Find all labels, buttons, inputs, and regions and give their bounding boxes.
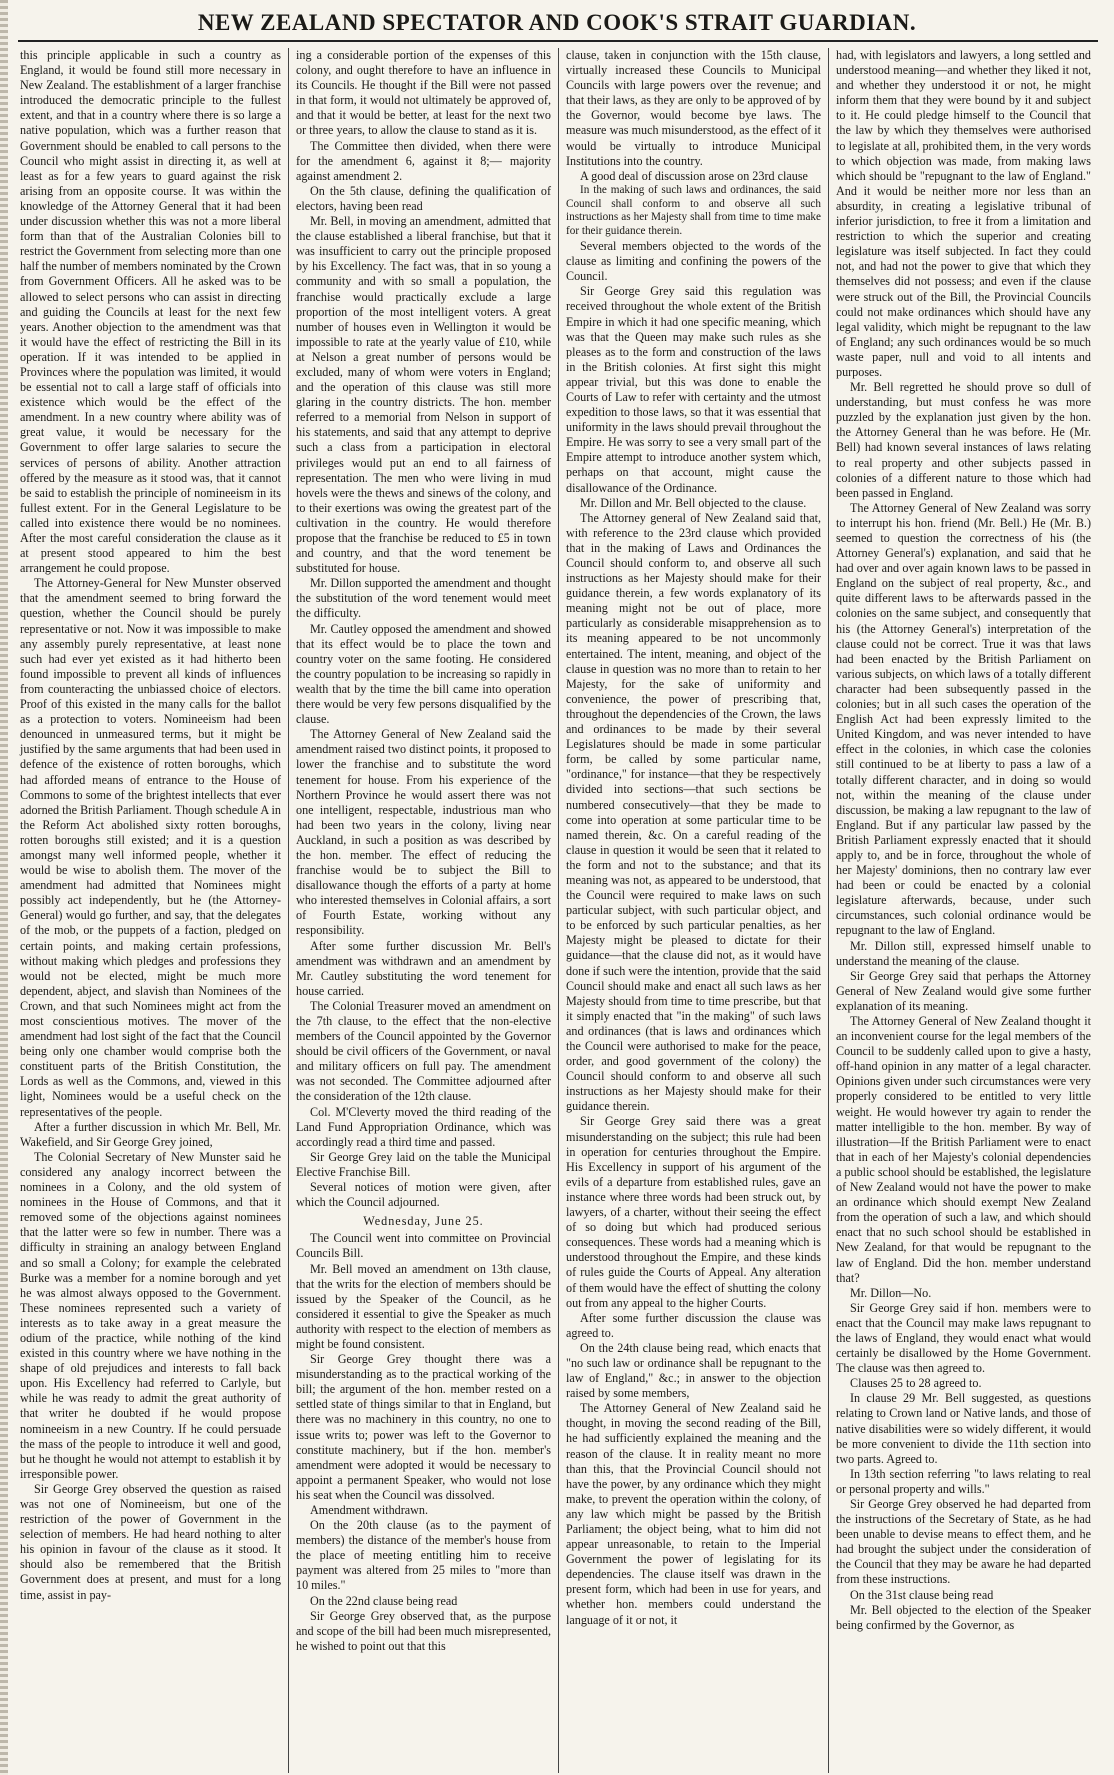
paragraph: The Colonial Secretary of New Munster said he considered any analogy incorrect between the nominees in a Colony, and the old system of nominees in the House of Commons, and that it removed some of the objections against nominees that the latter were so few in number. There was a difficulty in straining an analogy between England and so small a Colony; for example the celebrated Burke was a member for a nomine borough and yet he was almost always opposed to the Government. These nominees represented such a variety of interests as to take away in a great measure the odium of the practice, while nothing of the kind existed in this country where we have nothing in the shape of old prejudices and interests to fall back upon. His Excellency had referred to Carlyle, but while he was ready to admit the great authority of that writer he doubted if he would propose nomineeism in a new Country. If he could persuade the mass of the people to introduce it well and good, but he thought he would not attempt to establish it by irresponsible power.	[20, 1149, 281, 1481]
paragraph: On the 24th clause being read, which enacts that "no such law or ordinance shall be repugnant to the law of England," &c.; in answer to the objection raised by some members,	[566, 1340, 821, 1401]
paragraph: had, with legislators and lawyers, a long settled and understood meaning—and whether they liked it not, and whether they understood it or not, he might inform them that they were bound by it and subject to it. He could pledge himself to the Council that the law by which they themselves were authorised to legislate at all, prohibited them, in the very words to which objection was made, from making laws which should be "repugnant to the law of England." And it would be neither more nor less than an absurdity, in creating a legislative tribunal of inferior jurisdiction, to free it from a limitation and restriction to which the superior and creating legislature was itself subjected. In fact they could not, and had not the power to give that which they themselves did not possess; and even if the clause were struck out of the Bill, the Provincial Councils could not make ordinances which should have any legal validity, which might be repugnant to the law of England; any such ordinances would be so much waste paper, null and void to all intents and purposes.	[836, 48, 1091, 379]
column-2	[288, 48, 558, 1773]
article-columns	[18, 48, 1098, 1773]
paragraph: On the 20th clause (as to the payment of members) the distance of the member's house from the place of meeting entitling him to receive payment was altered from 25 miles to "more than 10 miles."	[296, 1518, 551, 1593]
paragraph: In clause 29 Mr. Bell suggested, as questions relating to Crown land or Native lands, and those of native disabilities were so widely different, it would be more convenient to divide the 11th section into two parts. Agreed to.	[836, 1391, 1091, 1466]
paragraph: In the making of such laws and ordinances, the said Council shall conform to and observe all such instructions as her Majesty shall from time to time make for their guidance therein.	[566, 183, 821, 238]
paragraph: Mr. Bell objected to the election of the Speaker being confirmed by the Governor, as	[836, 1602, 1091, 1632]
paragraph: The Attorney General of New Zealand was sorry to interrupt his hon. friend (Mr. Bell.) He (Mr. B.) seemed to question the correctness of his (the Attorney General's) explanation, and said that he had over and over again known laws to be passed in England on the subject of real property, &c., and quite different laws to be afterwards passed in the colonies on the same subject, and consequently that his (the Attorney General's) interpretation of the clause could not be correct. True it was that laws had been enacted by the British Parliament on various subjects, on which laws of a totally different character had been subsequently passed in the colonies; but in all such cases the operation of the English Act had been expressly limited to the United Kingdom, and was never intended to have effect in the colonies, in which case the colonies still continued to be at liberty to pass a law of a totally different character, and in doing so would not, within the meaning of the clause under discussion, be making a law repugnant to the law of England. But if any particular law passed by the British Parliament expressly enacted that it should apply to, and be in force, throughout the whole of her Majesty' dominions, then no contrary law ever had been or could be enacted by a colonial legislature afterwards, because, under such circumstances, such colonial ordinance would be repugnant to the law of England.	[836, 500, 1091, 938]
binding-edge	[0, 0, 8, 1775]
paragraph: Mr. Bell, in moving an amendment, admitted that the clause established a liberal franchise, but that it was insufficient to carry out the principle proposed by his Excellency. The fact was, that in so young a community and with so small a population, the franchise would practically exclude a large proportion of the most intelligent voters. A great number of houses even in Wellington it would be impossible to rate at the yearly value of £10, while at Nelson a great number of persons would be excluded, many of whom were voters in England; and the operation of this clause was still more glaring in the country districts. The hon. member referred to a memorial from Nelson in support of his statements, and said that any attempt to deprive such a class from a participation in electoral privileges would put an end to all fairness of representation. The men who were living in mud hovels were the thews and sinews of the colony, and to their exertions was owing the greatest part of the cultivation in the country. He would therefore propose that the franchise be reduced to £5 in town and country, and that the word tenement be substituted for house.	[296, 214, 551, 576]
paragraph: Mr. Dillon—No.	[850, 1285, 932, 1300]
paragraph: Mr. Bell regretted he should prove so dull of understanding, but must confess he was more puzzled by the explanation just given by the hon. the Attorney General than he was before. He (Mr. Bell) had known several instances of laws relating to real property and other subjects passed in colonies of a different nature to those which had been passed in England.	[836, 380, 1091, 500]
paragraph: The Attorney general of New Zealand said that, with reference to the 23rd clause which provided that in the making of Laws and Ordinances the Council should conform to, and observe all such instructions as her Majesty should make for their guidance therein, a few words explanatory of its meaning might not be out of place, more particularly as considerable misapprehension as to its meaning appeared to be not uncommonly entertained. The intent, meaning, and object of the clause in question was no more than to retain to her Majesty, for the sake of uniformity and convenience, the power of prescribing that, throughout the dependencies of the Crown, the laws and ordinances to be made by their several Legislatures should be made in some particular form, be called by some particular name, "ordinance," for instance—that they be respectively divided into sections—that such sections be numbered consecutively—that they be made to come into operation at some particular time to be named therein, &c. On a careful reading of the clause in question it would be seen that it related to the form and not to the substance; and that its meaning was not, as appeared to be understood, that the Council were required to make laws on such particular subject, with such particular object, and to be enforced by such particular penalties, as her Majesty might be pleased to dictate for their guidance—that the clause did not, as it would have done if such were the intention, provide that the said Council should make and enact all such laws as her Majesty should from time to time prescribe, but that it simply enacted that "in the making" of such laws and ordinances (that is laws and ordinances which the Council were authorised to make for the peace, order, and good government of the colony) the Council should conform to and observe all such instructions as her Majesty should make for their guidance therein.	[566, 510, 821, 1114]
paragraph: After some further discussion the clause was agreed to.	[566, 1310, 821, 1340]
paragraph: Several notices of motion were given, after which the Council adjourned.	[296, 1180, 551, 1210]
paragraph: Sir George Grey thought there was a misunderstanding as to the practical working of the bill; the argument of the hon. member rested on a settled state of things similar to that in England, but there was no machinery in this country, no one to issue writs to; power was left to the Governor to constitute machinery, but if the hon. member's amendment were adopted it would be necessary to appoint a permanent Speaker, who would not lose his seat when the Council was dissolved.	[296, 1352, 551, 1502]
column-3	[558, 48, 828, 1773]
paragraph: Col. M'Cleverty moved the third reading of the Land Fund Appropriation Ordinance, which was accordingly read a third time and passed.	[296, 1104, 551, 1149]
paragraph: The Committee then divided, when there were for the amendment 6, against it 8;— majority against amendment 2.	[296, 138, 551, 183]
paragraph: In 13th section referring "to laws relating to real or personal property and wills."	[836, 1466, 1091, 1496]
paragraph: Sir George Grey observed that, as the purpose and scope of the bill had been much misrepresented, he wished to point out that this	[296, 1608, 551, 1653]
paragraph: Sir George Grey laid on the table the Municipal Elective Franchise Bill.	[296, 1149, 551, 1179]
paragraph: The Council went into committee on Provincial Councils Bill.	[296, 1231, 551, 1261]
paragraph: On the 5th clause, defining the qualification of electors, having been read	[296, 183, 551, 213]
paragraph: Mr. Dillon supported the amendment and thought the substitution of the word tenement would meet the difficulty.	[296, 576, 551, 621]
paragraph: Sir George Grey said that perhaps the Attorney General of New Zealand would give some further explanation of its meaning.	[836, 968, 1091, 1013]
paragraph: After a further discussion in which Mr. Bell, Mr. Wakefield, and Sir George Grey joined,	[20, 1119, 281, 1149]
paragraph: Mr. Dillon still, expressed himself unable to understand the meaning of the clause.	[836, 938, 1091, 968]
paragraph: Mr. Bell moved an amendment on 13th clause, that the writs for the election of members should be issued by the Speaker of the Council, as he considered it essential to give the Speaker as much authority with respect to the election of members as might be found consistent.	[296, 1261, 551, 1351]
paragraph: The Attorney General of New Zealand said he thought, in moving the second reading of the Bill, he had sufficiently explained the meaning and the reason of the clause. It in reality meant no more than this, that the Provincial Council should not have the power, by any ordinance which they might make, to prevent the operation within the colony, of any law which might be passed by the British Parliament; the object being, what to him did not appear unreasonable, to retain to the Imperial Government the power of legislating for its dependencies. The clause itself was drawn in the present form, which had been in use for years, and whether hon. members could understand the language of it or not, it	[566, 1401, 821, 1627]
paragraph: Sir George Grey observed the question as raised was not one of Nomineeism, but one of the restriction of the power of Government in the selection of members. He had heard nothing to alter his opinion in favour of the clause as it stood. It should also be remembered that the British Government does at present, and must for a long time, assist in pay-	[20, 1481, 281, 1602]
paragraph: Several members objected to the words of the clause as limiting and confining the powers of the Council.	[566, 239, 821, 284]
column-4	[828, 48, 1098, 1773]
date-heading: Wednesday, June 25.	[363, 1214, 484, 1229]
paragraph: Mr. Dillon and Mr. Bell objected to the clause.	[580, 495, 807, 510]
paragraph: Sir George Grey said this regulation was received throughout the whole extent of the British Empire in which it had one specific meaning, which was that the Queen may make such rules as she pleases as to the form and construction of the laws in the British colonies. At first sight this might appear trivial, but this was done to enable the Courts of Law to refer with certainty and the utmost expedition to those laws, so that it was essential that uniformity in the laws should prevail throughout the Empire. He was sorry to see a very small part of the Empire attempt to introduce another system which, perhaps on that account, might cause the disallowance of the Ordinance.	[566, 284, 821, 495]
paragraph: this principle applicable in such a country as England, it would be found still more necessary in New Zealand. The establishment of a larger franchise introduced the democratic principle to the fullest extent, and that in a country where there is so large a native population, which was a further reason that Government should be enabled to call persons to the Council who might assist in directing it, as well at least as for a few years to guard against the risk arising from an opposite course. It was within the knowledge of the Attorney General that it had been under discussion whether this was not a more liberal form than that of the Australian Colonies bill to restrict the Government from selecting more than one half the number of members nominated by the Crown from Government Officers. All he asked was to be allowed to select persons who can assist in directing and guiding the Councils at least for the next few years. Another objection to the amendment was that it would have the effect of restricting the Bill in its operation. If it was intended to be applied in Provinces where the population was limited, it would be essential not to call a large staff of officials into existence which would be the effect of the amendment. In a new country where ability was of great value, it would be necessary for the Government to offer large salaries to secure the services of persons of ability. Another attraction offered by the measure as it stood was, that it cannot be said to establish the principle of nomineeism in its fullest extent. For in the General Legislature to be called into existence there would be no nominees. After the most careful consideration the clause as it at present stood appeared to him the best arrangement he could propose.	[20, 48, 281, 576]
paragraph: On the 22nd clause being read	[310, 1593, 458, 1608]
paragraph: Amendment withdrawn.	[310, 1503, 429, 1517]
paragraph: Sir George Grey said there was a great misunderstanding on the subject; this rule had been in operation for centuries throughout the Empire. His Excellency in support of his argument of the evils of a departure from established rules, gave an instance where three words had been struck out, by lawyers, of a charter, without their seeing the effect of so doing but which had produced serious consequences. These words had a meaning which is understood throughout the Empire, and these kinds of rules guide the Courts of Appeal. Any alteration of them would have the effect of shutting the colony out from any appeal to the higher Courts.	[566, 1114, 821, 1310]
paragraph: Clauses 25 to 28 agreed to.	[850, 1376, 982, 1391]
paragraph: Mr. Cautley opposed the amendment and showed that its effect would be to place the town and country voter on the same footing. He considered the country population to be increasing so rapidly in wealth that by the time the bill came into operation there would be very few persons disqualified by the clause.	[296, 621, 551, 727]
paragraph: The Attorney-General for New Munster observed that the amendment seemed to bring forward the question, whether the Council should be purely representative or not. Now it was impossible to make any assembly purely representative, at least none such had ever yet existed as it had hitherto been found impossible to prevent all kinds of influences from counteracting the unbiassed choice of electors. Proof of this existed in the many calls for the ballot as a protection to voters. Nomineeism had been denounced in unmeasured terms, but it might be justified by the same arguments that had been used in defence of the existence of rotten boroughs, which had afforded means of entrance to the House of Commons to some of the brightest intellects that ever adorned the British Parliament. Though schedule A in the Reform Act abolished sixty rotten boroughs, rotten boroughs still existed; and it is a question amongst many well informed people, whether it would be wise to abolish them. The mover of the amendment had admitted that Nominees might possibly act independently, but he (the Attorney-General) would go further, and say, that the delegates of the mob, or the puppets of a faction, pledged on certain points, and making certain professions, without making which pledges and professions they would not be elected, might be much more dependent, abject, and slavish than Nominees of the Crown, and that such Nominees might act from the most conscientious motives. The mover of the amendment had lost sight of the fact that the Council being only one chamber would comprise both the constituent parts of the British Constitution, the Lords as well as the Commons, and, viewed in this light, Nominees would be a useful check on the representatives of the people.	[20, 576, 281, 1119]
paragraph: After some further discussion Mr. Bell's amendment was withdrawn and an amendment by Mr. Cautley substituting the word tenement for house carried.	[296, 938, 551, 998]
masthead-title: NEW ZEALAND SPECTATOR AND COOK'S STRAIT GUARDIAN.	[197, 10, 917, 35]
paragraph: The Colonial Treasurer moved an amendment on the 7th clause, to the effect that the non-elective members of the Council appointed by the Governor should be civil officers of the Government, or naval and military officers on full pay. The amendment was not seconded. The Committee adjourned after the consideration of the 12th clause.	[296, 998, 551, 1104]
paragraph: clause, taken in conjunction with the 15th clause, virtually increased these Councils to Municipal Councils with large powers over the revenue; and that their laws, as they are only to be approved of by the Governor, would become bye laws. The measure was much misunderstood, as the effect of it would be virtually to introduce Municipal Institutions into the country.	[566, 48, 821, 168]
paragraph: ing a considerable portion of the expenses of this colony, and ought therefore to have an influence in its Councils. He thought if the Bill were not passed in that form, it would not ultimately be approved of, and that it would be better, at least for the next two or three years, to allow the clause to stand as it is.	[296, 48, 551, 138]
paragraph: Sir George Grey observed he had departed from the instructions of the Secretary of State, as he had been unable to devise means to effect them, and he had brought the subject under the consideration of the Council that they may be aware he had departed from these instructions.	[836, 1497, 1091, 1587]
paragraph: A good deal of discussion arose on 23rd clause	[580, 168, 808, 183]
paragraph: Sir George Grey said if hon. members were to enact that the Council may make laws repugnant to the laws of England, they would enact what would certainly be disallowed by the Home Government. The clause was then agreed to.	[836, 1300, 1091, 1376]
paragraph: On the 31st clause being read	[850, 1587, 994, 1602]
paragraph: The Attorney General of New Zealand thought it an inconvenient course for the legal members of the Council to be suddenly called upon to give a hasty, off-hand opinion in any matter of a legal character. Opinions given under such circumstances were very properly considered to be entitled to very little weight. He would however try again to render the matter intelligible to the hon. member. By way of illustration—If the British Parliament were to enact that in each of her Majesty's colonial dependencies a public school should be established, the legislature of New Zealand would not have the power to make an ordinance which should exempt New Zealand from the operation of such a law, and which should enact that no such school should be established in New Zealand, for that would be repugnant to the law of England. Did the hon. member understand that?	[836, 1014, 1091, 1285]
column-1	[18, 48, 288, 1773]
paragraph: The Attorney General of New Zealand said the amendment raised two distinct points, it proposed to lower the franchise and to substitute the word tenement for house. From his experience of the Northern Province he would assert there was not one intelligent, respectable, industrious man who had been two years in the colony, living near Auckland, in such a position as was described by the hon. member. The effect of reducing the franchise would be to subject the Bill to disallowance though the efforts of a party at home who interested themselves in Colonial affairs, a sort of Fourth Estate, working without any responsibility.	[296, 727, 551, 938]
masthead-rule	[18, 40, 1098, 42]
